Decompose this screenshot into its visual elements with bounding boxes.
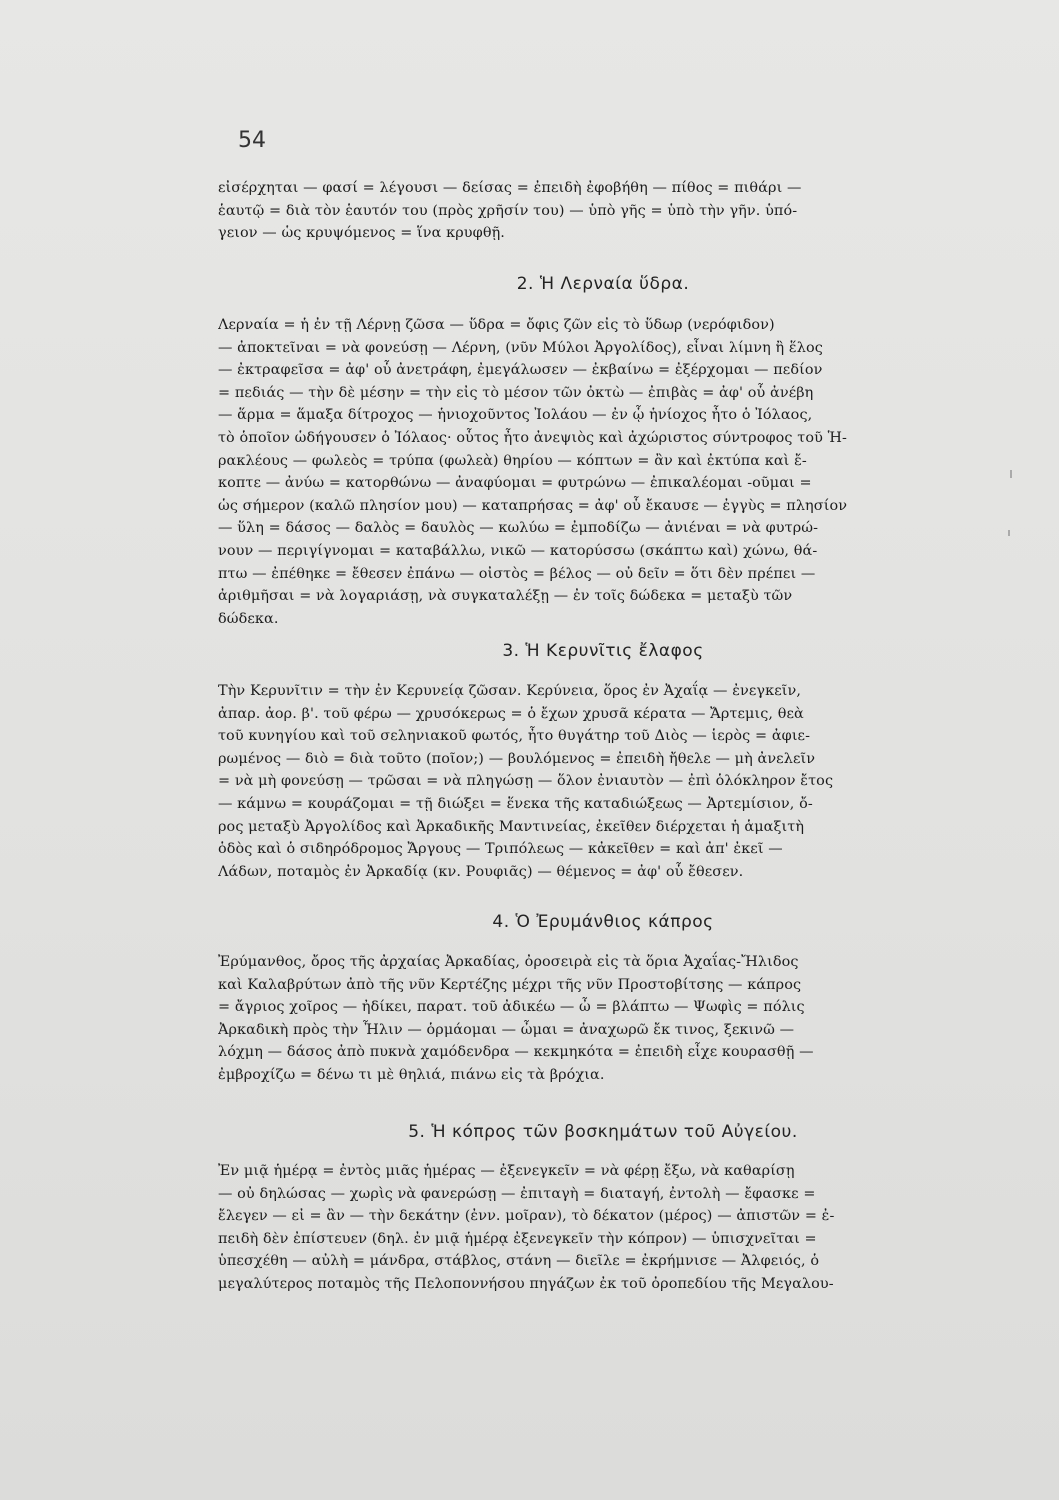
scan-mark [1008, 530, 1010, 536]
text-line: κοπτε — ἀνύω = κατορθώνω — ἀναφύομαι = φυτρώνω — ἐπικαλέομαι -οῦμαι = [218, 475, 812, 492]
text-line: ἔλεγεν — εἰ = ἂν — τὴν δεκάτην (ἐνν. μοῖραν), τὸ δέκατον (μέρος) — ἀπιστῶν = ἐ- [218, 1208, 835, 1225]
text-line: μεγαλύτερος ποταμὸς τῆς Πελοποννήσου πηγάζων ἐκ τοῦ ὀροπεδίου τῆς Μεγαλου- [218, 1275, 834, 1292]
text-line: Ἐρύμανθος, ὄρος τῆς ἀρχαίας Ἀρκαδίας, ὀροσειρὰ εἰς τὰ ὅρια Ἀχαΐας-Ἤλιδος [218, 954, 799, 970]
section-body-lernaean-hydra [218, 314, 988, 630]
text-line: τὸ ὁποῖον ὡδήγουσεν ὁ Ἰόλαος· οὗτος ἦτο ἀνεψιὸς καὶ ἀχώριστος σύντροφος τοῦ Ἡ- [218, 429, 847, 446]
text-line: ρωμένος — διὸ = διὰ τοῦτο (ποῖον;) — βουλόμενος = ἐπειδὴ ἤθελε — μὴ ἀνελεῖν [218, 750, 816, 767]
text-line: πτω — ἐπέθηκε = ἔθεσεν ἐπάνω — οἰστὸς = βέλος — οὐ δεῖν = ὅτι δὲν πρέπει — [218, 565, 816, 582]
text-line: ἑαυτῷ = διὰ τὸν ἑαυτόν του (πρὸς χρῆσίν του) — ὑπὸ γῆς = ὑπὸ τὴν γῆν. ὑπό- [218, 202, 798, 219]
text-line: ἐμβροχίζω = δένω τι μὲ θηλιά, πιάνω εἰς τὰ βρόχια. [218, 1066, 605, 1083]
text-line: πειδὴ δὲν ἐπίστευεν (δηλ. ἐν μιᾷ ἡμέρᾳ ἐξενεγκεῖν τὴν κόπρον) — ὑπισχνεῖται = [218, 1230, 817, 1247]
text-line: γειον — ὡς κρυψόμενος = ἵνα κρυφθῇ. [218, 225, 505, 242]
text-line: Λερναία = ἡ ἐν τῇ Λέρνῃ ζῶσα — ὕδρα = ὄφις ζῶν εἰς τὸ ὕδωρ (νερόφιδον) [218, 317, 775, 333]
text-line: = ἄγριος χοῖρος — ἠδίκει, παρατ. τοῦ ἀδικέω — ὦ = βλάπτω — Ψωφὶς = πόλις [218, 999, 805, 1016]
text-line: Τὴν Κερυνῖτιν = τὴν ἐν Κερυνείᾳ ζῶσαν. Κερύνεια, ὅρος ἐν Ἀχαΐᾳ — ἐνεγκεῖν, [218, 683, 802, 699]
text-line: = νὰ μὴ φονεύσῃ — τρῶσαι = νὰ πληγώσῃ — ὅλον ἐνιαυτὸν — ἐπὶ ὁλόκληρον ἔτος [218, 773, 834, 790]
section-heading-erymanthian-boar: 4. Ὁ Ἐρυμάνθιος κάπρος [492, 912, 714, 932]
section-heading-ceryneian-hind: 3. Ἡ Κερυνῖτις ἔλαφος [502, 641, 704, 661]
section-heading-lernaean-hydra: 2. Ἡ Λερναία ὕδρα. [516, 274, 690, 294]
text-line: = πεδιάς — τὴν δὲ μέσην = τὴν εἰς τὸ μέσον τῶν ὀκτὼ — ἐπιβὰς = ἀφ' οὗ ἀνέβη [218, 384, 814, 401]
text-line: νουν — περιγίγνομαι = καταβάλλω, νικῶ — κατορύσσω (σκάπτω καὶ) χώνω, θά- [218, 542, 818, 559]
text-line: εἰσέρχηται — φασί = λέγουσι — δείσας = ἐπειδὴ ἐφοβήθη — πίθος = πιθάρι — [218, 180, 802, 196]
text-line: ἀπαρ. ἀορ. β'. τοῦ φέρω — χρυσόκερως = ὁ ἔχων χρυσᾶ κέρατα — Ἄρτεμις, θεὰ [218, 705, 804, 722]
section-body-augean-stables [218, 1160, 988, 1296]
text-line: — ἀποκτεῖναι = νὰ φονεύσῃ — Λέρνη, (νῦν Μύλοι Ἀργολίδος), εἶναι λίμνη ἢ ἕλος [218, 339, 823, 356]
intro-paragraph [218, 177, 988, 245]
text-line: ὡς σήμερον (καλῶ πλησίον μου) — καταπρήσας = ἀφ' οὗ ἔκαυσε — ἐγγὺς = πλησίον [218, 497, 848, 514]
section-heading-augean-stables: 5. Ἡ κόπρος τῶν βοσκημάτων τοῦ Αὐγείου. [408, 1122, 798, 1142]
text-line: τοῦ κυνηγίου καὶ τοῦ σεληνιακοῦ φωτός, ἦτο θυγάτηρ τοῦ Διὸς — ἱερὸς = ἀφιε- [218, 728, 811, 745]
text-line: λόχμη — δάσος ἀπὸ πυκνὰ χαμόδενδρα — κεκμηκότα = ἐπειδὴ εἶχε κουρασθῇ — [218, 1044, 814, 1061]
text-line: — ὕλη = δάσος — δαλὸς = δαυλὸς — κωλύω = ἐμποδίζω — ἀνιέναι = νὰ φυτρώ- [218, 520, 819, 537]
text-line: Ἐν μιᾷ ἡμέρᾳ = ἐντὸς μιᾶς ἡμέρας — ἐξενεγκεῖν = νὰ φέρῃ ἔξω, νὰ καθαρίσῃ [218, 1163, 795, 1179]
text-line: — ἐκτραφεῖσα = ἀφ' οὗ ἀνετράφη, ἐμεγάλωσεν — ἐκβαίνω = ἐξέρχομαι — πεδίον [218, 362, 823, 379]
text-line: ρακλέους — φωλεὸς = τρύπα (φωλεὰ) θηρίου — κόπτων = ἂν καὶ ἐκτύπα καὶ ἔ- [218, 452, 807, 469]
text-line: ὑπεσχέθη — αὐλὴ = μάνδρα, στάβλος, στάνη — διεῖλε = ἐκρήμνισε — Ἀλφειός, ὁ [218, 1253, 820, 1270]
page-number: 54 [238, 128, 266, 153]
text-line: καὶ Καλαβρύτων ἀπὸ τῆς νῦν Κερτέζης μέχρι τῆς νῦν Προστοβίτσης — κάπρος [218, 976, 802, 993]
text-line: — οὐ δηλώσας — χωρὶς νὰ φανερώσῃ — ἐπιταγὴ = διαταγή, ἐντολὴ — ἔφασκε = [218, 1185, 816, 1202]
text-line: — ἅρμα = ἅμαξα δίτροχος — ἡνιοχοῦντος Ἰολάου — ἐν ᾧ ἡνίοχος ἦτο ὁ Ἰόλαος, [218, 407, 813, 424]
text-line: δώδεκα. [218, 610, 279, 627]
section-body-ceryneian-hind [218, 680, 988, 883]
text-line: — κάμνω = κουράζομαι = τῇ διώξει = ἕνεκα τῆς καταδιώξεως — Ἀρτεμίσιον, ὄ- [218, 795, 813, 812]
text-line: ἀριθμῆσαι = νὰ λογαριάσῃ, νὰ συγκαταλέξῃ — ἐν τοῖς δώδεκα = μεταξὺ τῶν [218, 588, 793, 605]
text-line: Ἀρκαδικὴ πρὸς τὴν Ἦλιν — ὁρμάομαι — ὦμαι = ἀναχωρῶ ἔκ τινος, ξεκινῶ — [218, 1021, 795, 1038]
text-line: ρος μεταξὺ Ἀργολίδος καὶ Ἀρκαδικῆς Μαντινείας, ἐκεῖθεν διέρχεται ἡ ἁμαξιτὴ [218, 818, 805, 835]
text-line: Λάδων, ποταμὸς ἐν Ἀρκαδίᾳ (κν. Ρουφιᾶς) — θέμενος = ἀφ' οὗ ἔθεσεν. [218, 863, 744, 880]
text-line: ὁδὸς καὶ ὁ σιδηρόδρομος Ἄργους — Τριπόλεως — κἀκεῖθεν = καὶ ἀπ' ἐκεῖ — [218, 841, 783, 858]
section-body-erymanthian-boar [218, 951, 988, 1087]
scan-mark [1010, 470, 1012, 478]
